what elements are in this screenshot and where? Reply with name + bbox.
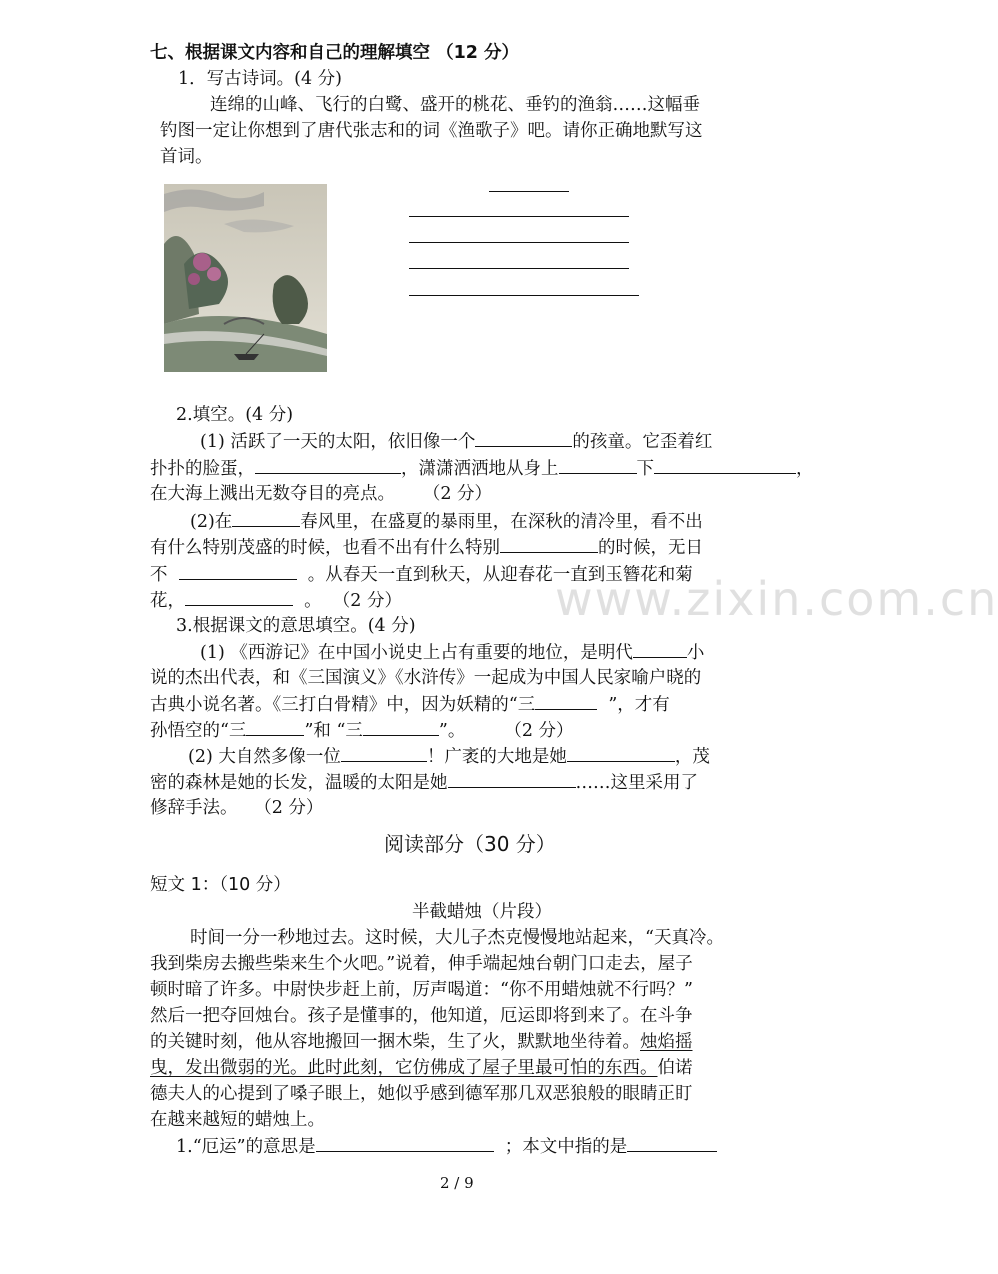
- question-text: 密的森林是她的长发，温暖的太阳是她: [150, 773, 448, 793]
- passage-title: 半截蜡烛（片段）: [412, 902, 552, 922]
- question-2-1-line: [200, 430, 712, 453]
- passage-label: 短文 1：（10 分）: [150, 875, 291, 895]
- question-1-text: 钓图一定让你想到了唐代张志和的词《渔歌子》吧。请你正确地默写这: [160, 121, 703, 141]
- question-text: 古典小说名著。《三打白骨精》中，因为妖精的“三: [150, 695, 536, 715]
- fill-blank[interactable]: [535, 693, 597, 710]
- question-text: 下: [636, 459, 654, 479]
- question-text: ！广袤的大地是她: [426, 747, 567, 767]
- fill-blank[interactable]: [475, 430, 572, 447]
- underlined-passage-text: 曳，发出微弱的光。此时此刻，它仿佛成了屋子里最可怕的东西。: [150, 1058, 658, 1078]
- question-text: ……这里采用了: [575, 773, 698, 793]
- question-text: 的时候，无日: [598, 538, 703, 558]
- question-1-text: 连绵的山峰、飞行的白鹭、盛开的桃花、垂钓的渔翁……这幅垂: [210, 95, 700, 115]
- question-text: 扑扑的脸蛋，: [150, 459, 255, 479]
- fill-blank[interactable]: [179, 563, 297, 580]
- question-text: (2)在: [190, 512, 233, 532]
- underlined-passage-text: 烛焰摇: [640, 1032, 693, 1052]
- fill-blank[interactable]: [363, 719, 439, 736]
- question-3-1-line: [150, 693, 670, 716]
- question-text: (1) 活跃了一天的太阳，依旧像一个: [200, 432, 476, 452]
- question-3-2-line: [188, 745, 710, 768]
- question-1-text: 首词。: [160, 147, 213, 167]
- question-3-1-line: [150, 719, 574, 742]
- passage-line: 顿时暗了许多。中尉快步赶上前，厉声喝道：“你不用蜡烛就不行吗？”: [150, 980, 693, 1000]
- question-text: ，潇潇洒洒地从身上: [401, 459, 559, 479]
- fill-blank[interactable]: [448, 771, 576, 788]
- fill-blank[interactable]: [627, 1135, 717, 1152]
- page-number: 2 / 9: [440, 1174, 474, 1192]
- answer-line[interactable]: [409, 216, 629, 217]
- section-heading: 七、根据课文内容和自己的理解填空 （12 分）: [150, 43, 520, 63]
- answer-line[interactable]: [409, 295, 639, 296]
- question-text: ”，才有: [608, 695, 670, 715]
- question-text: 春风里，在盛夏的暴雨里，在深秋的清冷里，看不出: [300, 512, 703, 532]
- watermark-text: www.zixin.com.cn: [555, 572, 998, 626]
- question-text: 小: [686, 643, 705, 663]
- question-text: 花，: [150, 591, 185, 611]
- question-text: ；本文中指的是: [504, 1137, 628, 1157]
- question-text: 有什么特别茂盛的时候，也看不出有什么特别: [150, 538, 500, 558]
- fill-blank[interactable]: [567, 745, 675, 762]
- question-3-1-line: 说的杰出代表，和《三国演义》《水浒传》一起成为中国人民家喻户晓的: [150, 668, 702, 688]
- passage-line: 在越来越短的蜡烛上。: [150, 1110, 325, 1130]
- score-label: （2 分）: [254, 798, 324, 818]
- question-2-2-line: [190, 510, 703, 533]
- question-text: 在大海上溅出无数夺目的亮点。: [150, 484, 395, 504]
- passage-line: 我到柴房去搬些柴来生个火吧。”说着，伸手端起烛台朝门口走去，屋子: [150, 954, 693, 974]
- reading-section-heading: 阅读部分（30 分）: [384, 832, 556, 856]
- question-2-1-line: [150, 483, 492, 505]
- passage-line: 然后一把夺回烛台。孩子是懂事的，他知道，厄运即将到来了。在斗争: [150, 1006, 693, 1026]
- question-text: ”。: [438, 721, 466, 741]
- passage-line: 时间一分一秒地过去。这时候，大儿子杰克慢慢地站起来，“天真冷。: [190, 928, 724, 948]
- score-label: （2 分）: [332, 591, 402, 611]
- question-text: (1) 《西游记》在中国小说史上占有重要的地位，是明代: [200, 643, 633, 663]
- question-text: 孙悟空的“三: [150, 721, 247, 741]
- passage-text: 的关键时刻，他从容地搬回一捆木柴，生了火，默默地坐待着。: [150, 1032, 640, 1052]
- fill-blank[interactable]: [500, 536, 598, 553]
- question-text: 。: [304, 591, 322, 611]
- fill-blank[interactable]: [246, 719, 304, 736]
- reading-question-1: [176, 1135, 717, 1158]
- question-text: 不: [150, 565, 168, 585]
- fill-blank[interactable]: [255, 457, 401, 474]
- question-text: 修辞手法。: [150, 798, 238, 818]
- fill-blank[interactable]: [316, 1135, 494, 1152]
- fishing-painting-illustration: [164, 184, 327, 372]
- score-label: （2 分）: [504, 721, 574, 741]
- question-3-2-line: [150, 797, 323, 819]
- fill-blank[interactable]: [633, 641, 687, 658]
- question-text: ”和 “三: [304, 721, 363, 741]
- passage-line: [150, 1031, 693, 1053]
- fill-blank[interactable]: [232, 510, 300, 527]
- question-1-title: 1．写古诗词。(4 分): [178, 69, 342, 89]
- question-3-2-line: [150, 771, 698, 794]
- question-2-1-line: [150, 457, 814, 480]
- fill-blank[interactable]: [185, 589, 293, 606]
- fill-blank[interactable]: [341, 745, 427, 762]
- answer-line[interactable]: [409, 242, 629, 243]
- question-text: (2) 大自然多像一位: [188, 747, 341, 767]
- question-text: ，茂: [674, 747, 710, 767]
- fill-blank[interactable]: [654, 457, 796, 474]
- fill-blank[interactable]: [559, 457, 637, 474]
- question-2-2-line: [150, 589, 402, 612]
- question-text: 的孩童。它歪着红: [572, 432, 713, 452]
- question-text: ，: [796, 459, 814, 479]
- question-2-2-line: [150, 536, 703, 559]
- question-2-title: 2.填空。(4 分): [176, 405, 294, 425]
- question-text: 。从春天一直到秋天，从迎春花一直到玉簪花和菊: [307, 565, 693, 585]
- question-3-1-line: [200, 641, 704, 664]
- passage-line: [150, 1057, 693, 1079]
- passage-text: 伯诺: [657, 1058, 693, 1078]
- question-text: 1.“厄运”的意思是: [176, 1137, 316, 1157]
- passage-line: 德夫人的心提到了嗓子眼上，她似乎感到德军那几双恶狼般的眼睛正盯: [150, 1084, 693, 1104]
- question-3-title: 3.根据课文的意思填空。(4 分): [176, 616, 416, 636]
- answer-line[interactable]: [409, 268, 629, 269]
- answer-line-title[interactable]: [489, 191, 569, 192]
- score-label: （2 分）: [422, 484, 493, 504]
